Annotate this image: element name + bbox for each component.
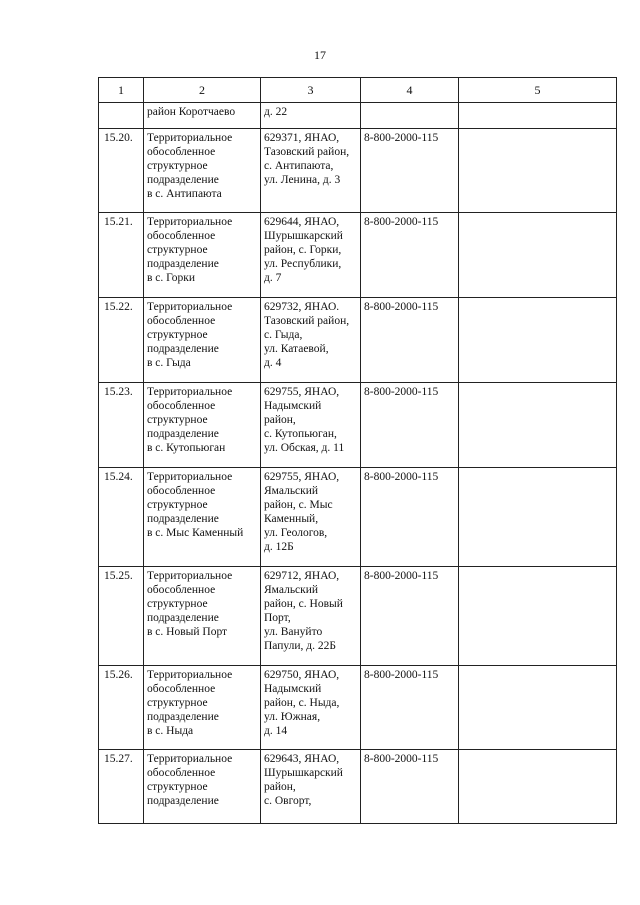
unit-address: д. 22: [261, 103, 361, 129]
column-header: 1: [99, 78, 144, 103]
column-header: 5: [459, 78, 617, 103]
unit-name: Территориальное обособленное структурное подразделение в с. Кутопьюган: [144, 383, 261, 468]
table-row: [99, 567, 617, 666]
unit-note: [459, 567, 617, 666]
unit-address: 629750, ЯНАО, Надымский район, с. Ныда, ул. Южная, д. 14: [261, 666, 361, 750]
table-row: [99, 103, 617, 129]
row-number: 15.26.: [99, 666, 144, 750]
header-row: [99, 78, 617, 103]
unit-phone: 8-800-2000-115: [361, 567, 459, 666]
unit-address: 629371, ЯНАО, Тазовский район, с. Антипаюта, ул. Ленина, д. 3: [261, 129, 361, 213]
row-number: [99, 103, 144, 129]
column-header: 4: [361, 78, 459, 103]
unit-name: Территориальное обособленное структурное подразделение в с. Горки: [144, 213, 261, 298]
row-number: 15.21.: [99, 213, 144, 298]
column-header: 2: [144, 78, 261, 103]
unit-phone: 8-800-2000-115: [361, 298, 459, 383]
unit-phone: [361, 103, 459, 129]
unit-address: 629755, ЯНАО, Ямальский район, с. Мыс Каменный, ул. Геологов, д. 12Б: [261, 468, 361, 567]
unit-note: [459, 666, 617, 750]
unit-phone: 8-800-2000-115: [361, 666, 459, 750]
unit-name: район Коротчаево: [144, 103, 261, 129]
unit-name: Территориальное обособленное структурное подразделение в с. Ныда: [144, 666, 261, 750]
unit-address: 629732, ЯНАО. Тазовский район, с. Гыда, ул. Катаевой, д. 4: [261, 298, 361, 383]
row-number: 15.22.: [99, 298, 144, 383]
row-number: 15.24.: [99, 468, 144, 567]
unit-note: [459, 383, 617, 468]
unit-address: 629712, ЯНАО, Ямальский район, с. Новый Порт, ул. Вануйто Папули, д. 22Б: [261, 567, 361, 666]
table-row: [99, 750, 617, 824]
unit-name: Территориальное обособленное структурное подразделение в с. Новый Порт: [144, 567, 261, 666]
row-number: 15.27.: [99, 750, 144, 824]
unit-name: Территориальное обособленное структурное подразделение в с. Антипаюта: [144, 129, 261, 213]
unit-address: 629643, ЯНАО, Шурышкарский район, с. Овгорт,: [261, 750, 361, 824]
row-number: 15.25.: [99, 567, 144, 666]
unit-phone: 8-800-2000-115: [361, 129, 459, 213]
unit-phone: 8-800-2000-115: [361, 383, 459, 468]
column-header: 3: [261, 78, 361, 103]
unit-phone: 8-800-2000-115: [361, 750, 459, 824]
row-number: 15.23.: [99, 383, 144, 468]
unit-phone: 8-800-2000-115: [361, 468, 459, 567]
unit-phone: 8-800-2000-115: [361, 213, 459, 298]
unit-name: Территориальное обособленное структурное подразделение: [144, 750, 261, 824]
unit-note: [459, 468, 617, 567]
unit-note: [459, 103, 617, 129]
unit-note: [459, 129, 617, 213]
unit-note: [459, 750, 617, 824]
table-row: [99, 666, 617, 750]
row-number: 15.20.: [99, 129, 144, 213]
unit-note: [459, 213, 617, 298]
unit-address: 629644, ЯНАО, Шурышкарский район, с. Горки, ул. Республики, д. 7: [261, 213, 361, 298]
table-row: [99, 468, 617, 567]
unit-name: Территориальное обособленное структурное подразделение в с. Гыда: [144, 298, 261, 383]
table-row: [99, 129, 617, 213]
unit-note: [459, 298, 617, 383]
table-row: [99, 383, 617, 468]
table-row: [99, 298, 617, 383]
page-number: 17: [314, 48, 326, 62]
registry-table: [98, 77, 617, 824]
unit-name: Территориальное обособленное структурное подразделение в с. Мыс Каменный: [144, 468, 261, 567]
unit-address: 629755, ЯНАО, Надымский район, с. Кутопьюган, ул. Обская, д. 11: [261, 383, 361, 468]
table-row: [99, 213, 617, 298]
